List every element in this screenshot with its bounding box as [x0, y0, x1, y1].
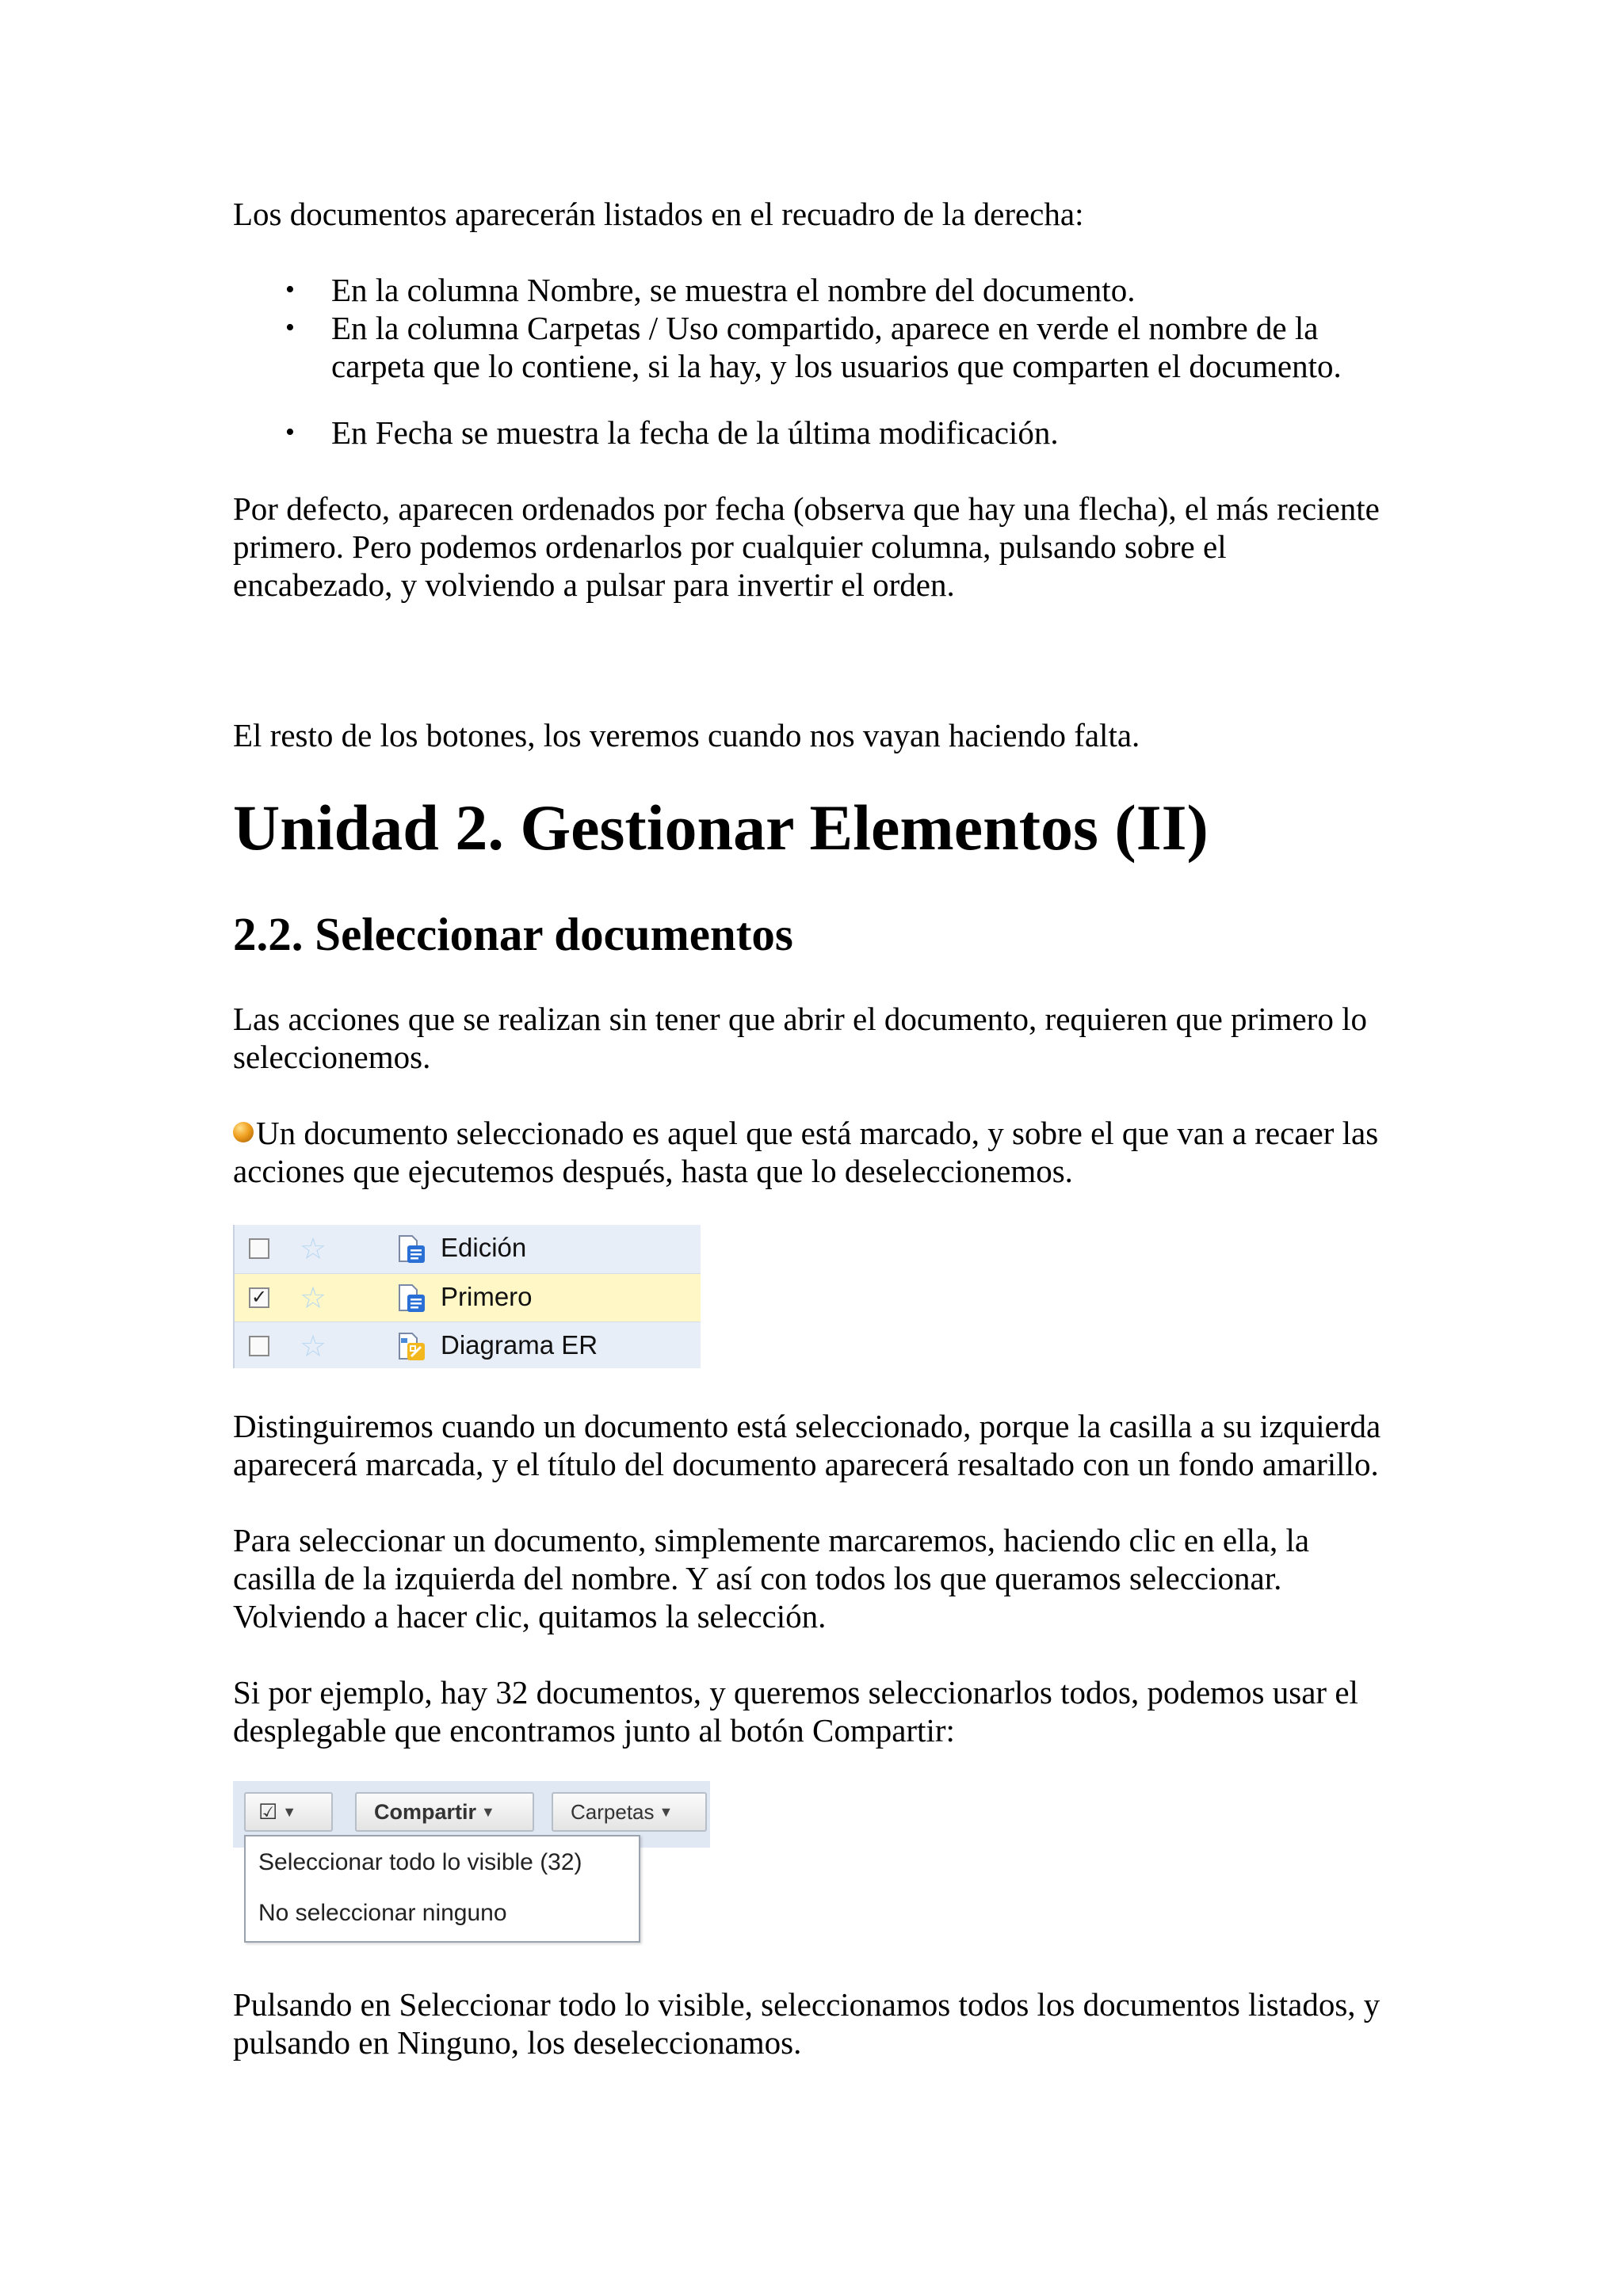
- document-list-screenshot: [233, 1225, 701, 1368]
- intro-paragraph: Los documentos aparecerán listados en el recuadro de la derecha:: [233, 196, 1084, 232]
- order-paragraph: Por defecto, aparecen ordenados por fecha (observa que hay una flecha), el más reciente primero. Pero podemos ordenarlos por cualquier columna, pulsando sobre el encabezado, y volviendo a pulsar para invertir el orden.: [233, 490, 1380, 603]
- bullet-dot-icon: •: [285, 313, 295, 342]
- document-name[interactable]: Diagrama ER: [441, 1330, 598, 1360]
- table-row[interactable]: [235, 1273, 701, 1322]
- chevron-down-icon: ▼: [282, 1804, 297, 1820]
- bullet-dot-icon: •: [285, 418, 295, 447]
- drawing-icon: [396, 1332, 428, 1363]
- row-checkbox[interactable]: [249, 1238, 269, 1259]
- checkbox-icon: ☑: [258, 1800, 278, 1824]
- final-paragraph: Pulsando en Seleccionar todo lo visible, seleccionamos todos los documentos listados, y pulsando en Ninguno, los deseleccionamos.: [233, 1986, 1381, 2061]
- chevron-down-icon: ▼: [481, 1804, 495, 1820]
- menu-item-select-none[interactable]: No seleccionar ninguno: [258, 1900, 507, 1926]
- select-dropdown-button[interactable]: [244, 1792, 333, 1832]
- document-icon: [396, 1283, 428, 1315]
- table-row[interactable]: [235, 1225, 701, 1272]
- example-paragraph: Si por ejemplo, hay 32 documentos, y queremos seleccionarlos todos, podemos usar el desplegable que encontramos junto al botón Compartir:: [233, 1674, 1358, 1749]
- share-button[interactable]: Compartir ▼: [355, 1792, 534, 1832]
- table-row[interactable]: [235, 1322, 701, 1370]
- bullet-dot-icon: •: [285, 275, 295, 304]
- actions-paragraph: Las acciones que se realizan sin tener que abrir el documento, requieren que primero lo seleccionemos.: [233, 1001, 1367, 1075]
- document-icon: [396, 1234, 428, 1266]
- row-checkbox[interactable]: [249, 1336, 269, 1356]
- star-icon[interactable]: ☆: [300, 1330, 327, 1363]
- selected-paragraph: Un documento seleccionado es aquel que está marcado, y sobre el que van a recaer las acciones que ejecutemos después, hasta que lo deseleccionemos.: [233, 1115, 1379, 1189]
- star-icon[interactable]: ☆: [300, 1233, 327, 1266]
- document-name[interactable]: Edición: [441, 1233, 527, 1262]
- unit-heading: Unidad 2. Gestionar Elementos (II): [233, 791, 1209, 864]
- row-checkbox[interactable]: ✓: [249, 1287, 269, 1308]
- star-icon[interactable]: ☆: [300, 1282, 327, 1315]
- howto-paragraph: Para seleccionar un documento, simplemente marcaremos, haciendo clic en ella, la casilla de la izquierda del nombre. Y así con todos los que queramos seleccionar. Volviendo a hacer clic, quitamos la selección.: [233, 1522, 1310, 1634]
- selection-dropdown-screenshot: [233, 1781, 710, 1946]
- selection-menu: [244, 1835, 640, 1943]
- distinguish-paragraph: Distinguiremos cuando un documento está seleccionado, porque la casilla a su izquierda aparecerá marcada, y el título del documento aparecerá resaltado con un fondo amarillo.: [233, 1408, 1381, 1482]
- document-name[interactable]: Primero: [441, 1282, 533, 1311]
- section-heading: 2.2. Seleccionar documentos: [233, 908, 793, 960]
- rest-buttons-paragraph: El resto de los botones, los veremos cuando nos vayan haciendo falta.: [233, 717, 1140, 753]
- chevron-down-icon: ▼: [659, 1804, 674, 1820]
- orange-bullet-icon: [233, 1122, 254, 1142]
- folders-button[interactable]: Carpetas ▼: [552, 1792, 707, 1832]
- menu-item-select-all[interactable]: Seleccionar todo lo visible (32): [258, 1849, 582, 1875]
